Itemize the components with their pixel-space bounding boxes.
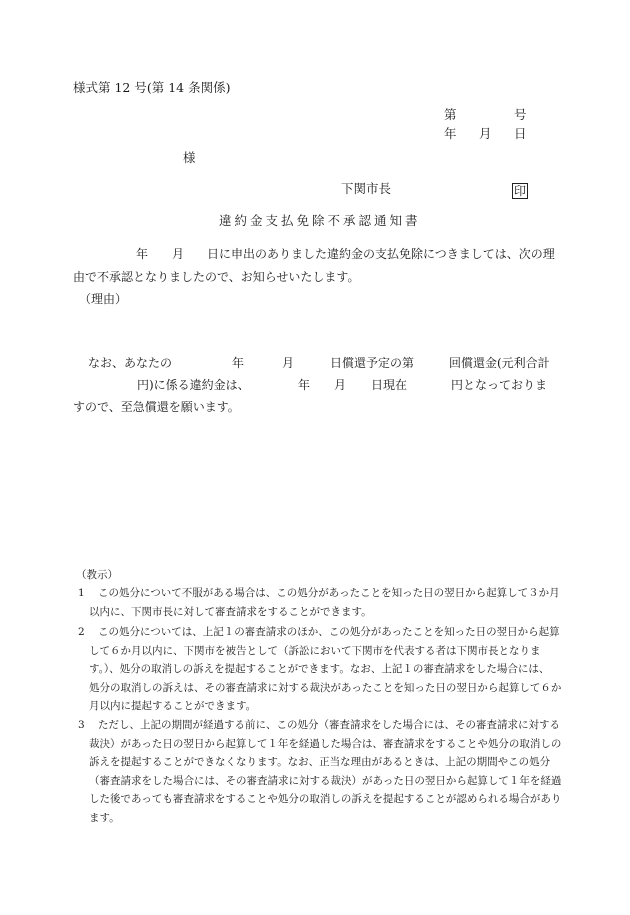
date-month: 月 (479, 126, 492, 141)
body2-l1-year: 年 (232, 356, 245, 370)
body2-l2-b: 日現在 (371, 378, 408, 392)
note-line: す。）、処分の取消しの訴えを提起することができます。なお、上記１の審査請求をした場合には、 (89, 663, 550, 675)
note-line: 以内に、下関市長に対して審査請求をすることができます。 (89, 606, 372, 618)
body2-l3: すので、至急償還を願います。 (73, 400, 240, 414)
note-line: この処分について不服がある場合は、この処分があったことを知った日の翌日から起算して３か月 (98, 587, 560, 599)
body2-l1-b: 日償還予定の第 (330, 356, 415, 370)
notes-header: （教示） (76, 569, 118, 581)
note-line: この処分については、上記１の審査請求のほか、この処分があったことを知った日の翌日から起算 (98, 626, 560, 638)
body2-l2-a: 円)に係る違約金は、 (137, 378, 250, 392)
note-number: 3 (78, 719, 85, 731)
body2-l2-year: 年 (298, 378, 311, 392)
recipient-suffix: 様 (183, 150, 196, 165)
date-day: 日 (514, 126, 527, 141)
note-line: （審査請求をした場合には、その審査請求に対する裁決）があった日の翌日から起算して１年を経過 (89, 775, 562, 787)
issuer-name: 下関市長 (341, 181, 392, 196)
note-number: 1 (78, 587, 85, 599)
note-line: 処分の取消しの訴えは、その審査請求に対する裁決があったことを知った日の翌日から起算して６か (89, 682, 562, 694)
note-line: 訴えを提起することができなくなります。なお、正当な理由があるときは、上記の期間やこの処分 (89, 756, 551, 768)
body2-l1-c: 回償還金(元利合計 (449, 356, 550, 370)
reason-label: （理由） (79, 292, 128, 306)
body1-line2-text: 由で不承認となりましたので、お知らせいたします。 (73, 270, 360, 284)
doc-number-go: 号 (514, 107, 527, 122)
body1-line1-text: 日に申出のありました違約金の支払免除につきましては、次の理 (207, 247, 555, 261)
note-line: した後であっても審査請求をすることや処分の取消しの訴えを提起することが認められる場合があり (89, 793, 562, 805)
note-line: ます。 (89, 812, 120, 824)
body1-year: 年 (136, 247, 149, 261)
note-line: 月以内に提起することができます。 (89, 700, 257, 712)
date-year: 年 (444, 126, 457, 141)
body2-l2-c: 円となっておりま (451, 378, 548, 392)
doc-number-dai: 第 (444, 107, 457, 122)
note-line: して６か月以内に、下関市を被告として（訴訟において下関市を代表する者は下関市長となりま (89, 645, 541, 657)
form-number: 様式第 12 号(第 14 条関係) (73, 80, 231, 95)
note-line: ただし、上記の期間が経過する前に、この処分（審査請求をした場合には、その審査請求に対する (98, 719, 560, 731)
body2-l1-month: 月 (282, 356, 295, 370)
note-line: 裁決）があった日の翌日から起算して１年を経過した場合は、審査請求をすることや処分の取消しの (89, 738, 562, 750)
document-title: 違約金支払免除不承認通知書 (219, 213, 421, 228)
seal-text: 印 (514, 184, 527, 198)
body2-l2-month: 月 (334, 378, 347, 392)
body2-l1-a: なお、あなたの (88, 356, 173, 370)
note-number: 2 (78, 626, 85, 638)
body1-month: 月 (172, 247, 185, 261)
seal-mark (512, 180, 528, 199)
